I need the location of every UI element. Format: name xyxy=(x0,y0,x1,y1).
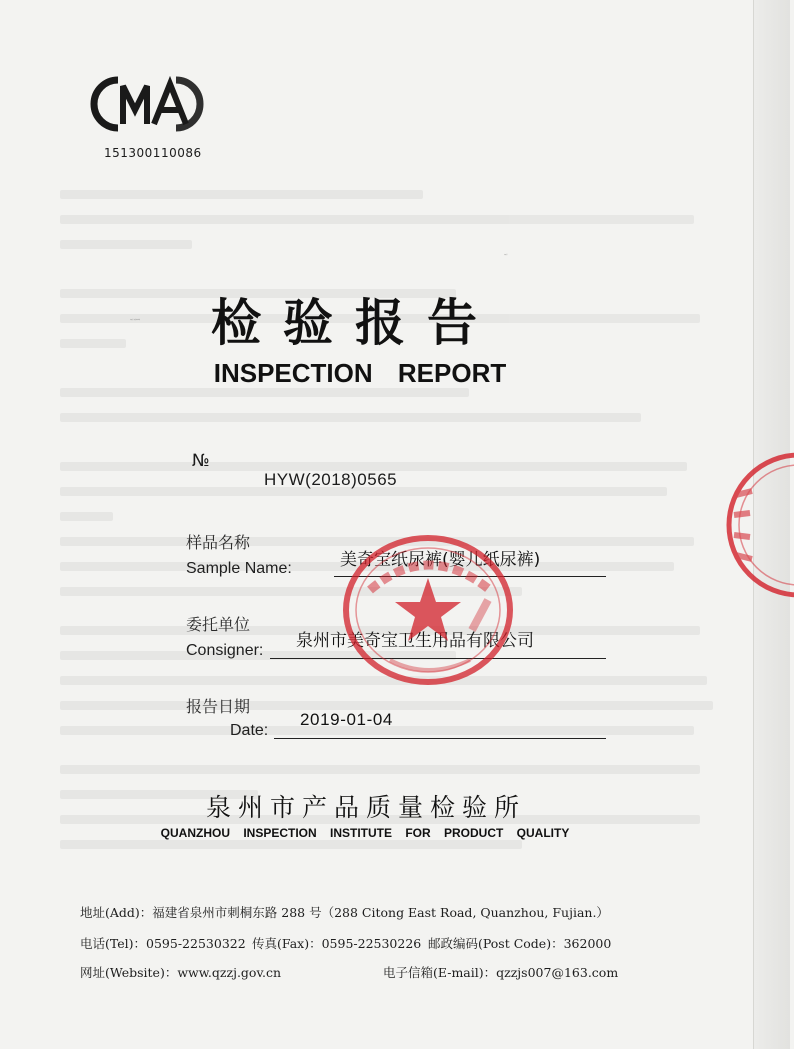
consigner-value: 泉州市美奇宝卫生用品有限公司 xyxy=(296,631,534,651)
consigner-label-en: Consigner: xyxy=(186,642,264,659)
sample-name-label-en: Sample Name: xyxy=(186,560,292,577)
ma-certificate-code: 151300110086 xyxy=(104,146,202,160)
cma-logo xyxy=(92,76,198,132)
report-number-sign: № xyxy=(192,451,210,471)
edge-seal xyxy=(504,255,794,595)
show-through-text xyxy=(60,130,720,890)
contact-email[interactable]: 电子信箱(E-mail)：qzzjs007@163.com xyxy=(383,965,619,980)
date-underline xyxy=(274,738,606,739)
date-label-cn: 报告日期 xyxy=(186,697,251,716)
svg-text:泉州市产品质量检验所: 泉州市产品质量检验所 xyxy=(130,320,140,321)
institute-name-cn: 泉州市产品质量检验所 xyxy=(205,793,526,822)
contact-website[interactable]: 网址(Website)：www.qzzj.gov.cn xyxy=(80,965,282,980)
report-title-cn: 检验报告 xyxy=(211,294,499,352)
consigner-label-cn: 委托单位 xyxy=(186,615,251,634)
date-label-en: Date: xyxy=(230,722,269,739)
institute-name-en: QUANZHOU INSPECTION INSTITUTE FOR PRODUCT QUALITY xyxy=(160,826,570,840)
contact-post-code: 邮政编码(Post Code)：362000 xyxy=(428,936,612,951)
svg-text:泉州市产: 泉州市产 xyxy=(504,255,508,256)
contact-fax: 传真(Fax)：0595-22530226 xyxy=(252,936,422,951)
sample-name-label-cn: 样品名称 xyxy=(186,533,251,552)
contact-tel: 电话(Tel)：0595-22530322 xyxy=(80,936,246,951)
report-title-en: INSPECTION REPORT xyxy=(213,358,507,388)
contact-address: 地址(Add)：福建省泉州市刺桐东路 288 号（288 Citong East Road, Quanzhou, Fujian.） xyxy=(80,905,609,920)
date-value: 2019-01-04 xyxy=(300,710,393,729)
report-number: HYW(2018)0565 xyxy=(264,470,398,489)
sample-name-value: 美奇宝纸尿裤(婴儿纸尿裤) xyxy=(340,550,541,570)
